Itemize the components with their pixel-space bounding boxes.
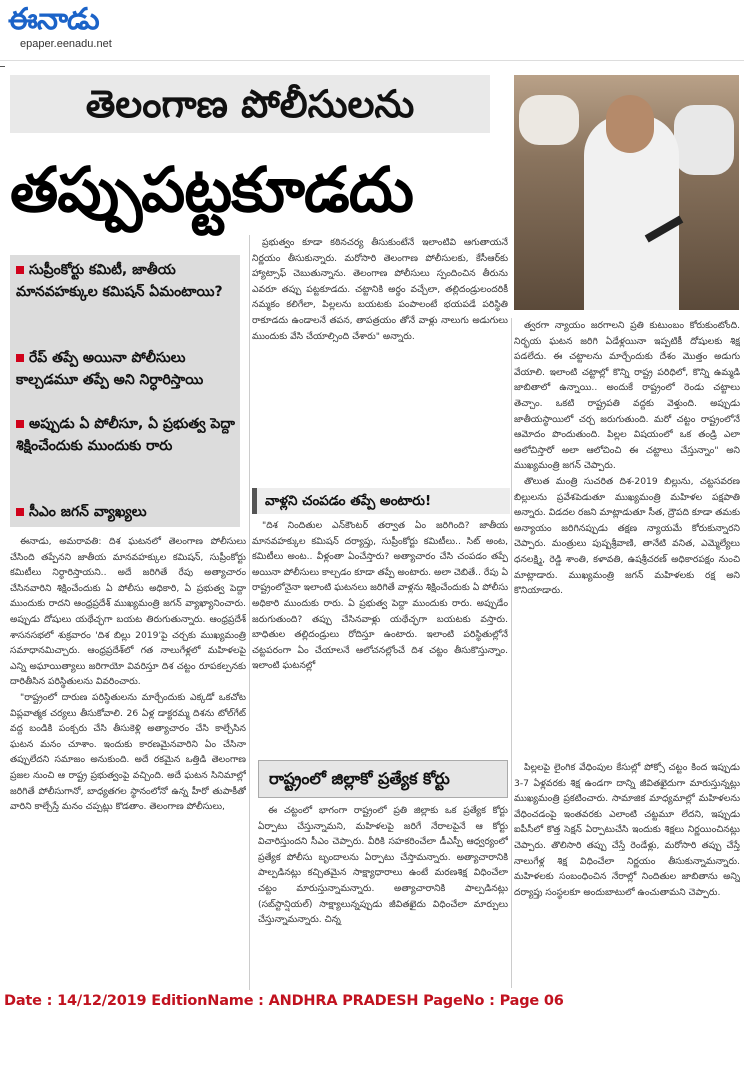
article-column-4 [258, 803, 508, 988]
paragraph: ఈనాడు, అమరావతి: దిశ ఘటనలో తెలంగాణ పోలీసులు చేసింది తప్పేనని జాతీయ మానవహక్కుల కమిషన్‌, సుప్రీంకోర్టు కమిటీలు నిర్ధారిస్తాయని.. అదే జరిగితే రేపు అత్యాచారం చేసినవారిని శిక్షించేందుకు ఏ పోలీసు అధికారి, ఏ ప్రభుత్వ పెద్దా ముందుకు రాదని ఆంధ్రప్రదేశ్‌ ముఖ్యమంత్రి జగన్‌ వ్యాఖ్యానించారు. అప్పుడు దోషులు యథేచ్ఛగా బయట తిరుగుతున్నారు. ఆంధ్రప్రదేశ్‌ శాసనసభలో శుక్రవారం 'దిశ బిల్లు 2019'పై చర్చకు ముఖ్యమంత్రి సమాధానమిచ్చారు. ఆంధ్రప్రదేశ్‌లో గత నాలుగేళ్లలో మహిళలపై ఎన్ని అఘాయిత్యాలు జరిగాయో వివరిస్తూ దిశ చట్టం రూపకల్పనకు దారితీసిన పరిస్థితులను వివరించారు. [10, 536, 246, 688]
article-column-1 [10, 534, 246, 990]
article-column-2b [252, 518, 508, 743]
logo-url[interactable]: epaper.eenadu.net [20, 38, 112, 50]
paragraph: ప్రభుత్వం కూడా కఠినచర్య తీసుకుంటేనే ఇలాంటివి ఆగుతాయనే నిర్ణయం తీసుకున్నారు. మరోసారి తెలంగాణ పోలీసులకు, కేసీఆర్‌కు హ్యాట్సాఫ్‌ చెబుతున్నాను. తెలంగాణ పోలీసులు స్పందించిన తీరును ఎవరూ తప్పు పట్టకూడదు. చట్టానికి అర్థం వచ్చేలా, తల్లిదండ్రులందరికీ నమ్మకం కలిగేలా, పిల్లలను బయటకు పంపాలంటే భయపడే పరిస్థితి రాకూడదు ఉండాలనే తపన, తాపత్రయం తోనే వాళ్లు నాలుగు అడుగులు ముందుకు వేసి చేయాల్సింది చేశారు" అన్నారు. [252, 237, 508, 342]
article-column-3 [514, 318, 740, 748]
bullet-icon [16, 420, 24, 428]
photo-background-person [674, 105, 734, 175]
paragraph: "దిశ నిందితుల ఎన్‌కౌంటర్‌ తర్వాత ఏం జరిగింది? జాతీయ మానవహక్కుల కమిషన్‌ దర్యాప్తు, సుప్రీంకోర్టు కమిటీలు.. సిట్‌ అంట, కమిటీలు అంట.. వీళ్లంతా ఏంచేస్తారు? అత్యాచారం చేసి చంపడం తప్పే అయినా పోలీసులు కాల్చడం కూడా తప్పే అంటారు. అలా చెబితే.. రేపు ఏ రాష్ట్రంలోనైనా ఇలాంటి ఘటనలు జరిగితే వాళ్లను శిక్షించేందుకు ఏ పోలీసు అధికారి ముందుకు రారు. ఏ ప్రభుత్వ పెద్దా ముందుకు రారు. అప్పుడేం జరుగుతుంది? తప్పు చేసినవాళ్లు యథేచ్ఛగా బయటకు వస్తారు. బాధితుల తల్లిదండ్రులు రోదిస్తూ ఉంటారు. ఇలాంటి పరిస్థితుల్లోనే చట్టపరంగా ఏం చేయాలనే ఆలోచనల్లోంచే దిశ చట్టం తీసుకొస్తున్నాం. ఇలాంటి ఘటనల్లో [252, 520, 508, 672]
bullet-icon [16, 266, 24, 274]
paragraph: పిల్లలపై లైంగిక వేధింపుల కేసుల్లో పోక్సో చట్టం కింద ఇప్పుడు 3-7 ఏళ్లవరకు శిక్ష ఉండగా దాన్ని జీవితఖైదుగా మారుస్తున్నట్లు ముఖ్యమంత్రి ప్రకటించారు. సామాజిక మాధ్యమాల్లో మహిళలను వేధించడంపై ఇంతవరకు ఎలాంటి చట్టమూ లేదని, ఇప్పుడు ఐపీసీలో కొత్త సెక్షన్‌ ఏర్పాటుచేసి ఇందుకు శిక్షలు నిర్ణయించినట్లు చెప్పారు. తొలిసారి తప్పు చేస్తే రెండేళ్లు, మరోసారి తప్పు చేస్తే నాలుగేళ్ల శిక్ష విధించేలా నిర్ణయం తీసుకున్నామన్నారు. మహిళలకు సంబంధించిన నేరాల్లో నిందితుల జాబితాను అన్ని దర్యాప్తు సంస్థలకూ అందుబాటులో ఉంచుతామని చెప్పారు. [514, 762, 740, 898]
headline-line2: తప్పుపట్టకూడదు [10, 153, 414, 226]
article-column-5 [514, 760, 740, 988]
highlight-item: అప్పుడు ఏ పోలీసూ, ఏ ప్రభుత్వ పెద్దా శిక్షించేందుకు ముందుకు రారు [16, 416, 235, 454]
article-column-2 [252, 235, 508, 485]
photo-speaker-head [606, 95, 654, 153]
paragraph: "రాష్ట్రంలో దారుణ పరిస్థితులను మార్చేందుకు ఎక్కడో ఒకచోట విప్లవాత్మక చర్యలు తీసుకోవాలి. 26 ఏళ్ల డాక్టరమ్మ దిశను టోల్‌గేట్‌ వద్ద బండికి పంక్చరు చేసి తీసుకెళ్లి అత్యాచారం చేసి కాల్చేసిన ఘటన మనం చూశాం. ఇందుకు కారణమైనవారిని ఏం చేసినా తప్పులేదని సమాజం అనుకుంది. అదే రకమైన ఒత్తిడి తెలంగాణ ప్రజల నుంచి ఆ రాష్ట్ర ప్రభుత్వంపై వచ్చింది. అదే ఘటన సినిమాల్లో జరిగితే పోలీసుగానో, బాధ్యతగల స్థానంలోనో ఉన్న హీరో తుపాకీతో వారిని కాల్చేస్తే మనం చప్పట్లు కొడతాం. తెలంగాణ పోలీసులు, [10, 691, 246, 813]
news-photo [514, 75, 739, 310]
page-footer: Date : 14/12/2019 EditionName : ANDHRA PRADESH PageNo : Page 06 [4, 993, 564, 1009]
paragraph: త్వరగా న్యాయం జరగాలని ప్రతి కుటుంబం కోరుకుంటోంది. నిర్భయ ఘటన జరిగి ఏడేళ్లయినా ఇప్పటికీ దోషులకు శిక్ష పడలేదు. ఈ చట్టాలను మార్చేందుకు దేశం మొత్తం అడుగు వేయాలి. ఇలాంటి చట్టాల్లో కొన్ని రాష్ట్ర పరిధిలో, కొన్ని ఉమ్మడి జాబితాలో ఉన్నాయి.. అందుకే రాష్ట్రంలో రెండు చట్టాలు తెచ్చాం. ఒకటి రాష్ట్రపతి వద్దకు వెళ్తుంది. అప్పుడు జాతీయస్థాయిలో చర్చ జరుగుతుంది. మరో చట్టం రాష్ట్రంలోనే ఆమోదం పొందుతుంది. పిల్లల విషయంలో ఒక తండ్రి ఎలా ఆలోచిస్తారో అలా ఆలోచించి ఈ చట్టాలు చేస్తున్నాం" అని ముఖ్యమంత్రి జగన్‌ చెప్పారు. [514, 320, 740, 472]
highlight-item: సుప్రీంకోర్టు కమిటీ, జాతీయ మానవహక్కుల కమిషన్‌ ఏమంటాయి? [16, 262, 223, 300]
margin-tick [0, 66, 5, 67]
header-divider [0, 60, 744, 61]
headline-line1: తెలంగాణ పోలీసులను [10, 75, 490, 133]
highlights-box [10, 255, 240, 527]
highlight-item: రేప్‌ తప్పే అయినా పోలీసులు కాల్చడమూ తప్పే అని నిర్ధారిస్తాయి [16, 350, 204, 388]
bullet-icon [16, 354, 24, 362]
subheading-1: వాళ్లని చంపడం తప్పే అంటారు! [252, 488, 510, 514]
column-divider [249, 235, 250, 990]
highlight-item: సీఎం జగన్‌ వ్యాఖ్యలు [16, 501, 238, 523]
paragraph: ఈ చట్టంలో భాగంగా రాష్ట్రంలో ప్రతి జిల్లాకు ఒక ప్రత్యేక కోర్టు ఏర్పాటు చేస్తున్నామని, మహిళలపై జరిగే నేరాలపైనే ఆ కోర్టు విచారిస్తుందని సీఎం చెప్పారు. వీరికి సహకరించేలా డీఎస్పీ ఆధ్వర్యంలో ప్రత్యేక పోలీసు బృందాలను ఏర్పాటు చేస్తామన్నారు. అత్యాచారానికి పాల్పడినట్లు కచ్చితమైన సాక్ష్యాధారాలు ఉంటే మరణశిక్ష విధించేలా చట్టం మారుస్తున్నామన్నారు. అత్యాచారానికి పాల్పడినట్లు (సబ్‌స్టాన్షియల్‌) సాక్ష్యాలున్నప్పుడు జీవితఖైదు విధించేలా మార్పులు చేస్తున్నామన్నారు. చిన్న [258, 805, 508, 926]
eenadu-logo[interactable]: ఈనాడు [8, 2, 99, 37]
paragraph: తొలుత మంత్రి సుచరిత దిశ-2019 బిల్లును, చట్టసవరణ బిల్లులను ప్రవేశపెడుతూ ముఖ్యమంత్రి మహిళల పక్షపాతి అన్నారు. విడదల రజని మాట్లాడుతూ సీత, ద్రౌపది కూడా తమకు అన్యాయం జరిగినప్పుడు తక్షణ న్యాయమే కోరుకున్నారని చెప్పారు. మంత్రులు పుష్పశ్రీవాణి, తానేటి వనిత, ఎమ్మెల్యేలు ధనలక్ష్మి, రెడ్డి శాంతి, కళావతి, ఉషశ్రీచరణ్‌ అధికారపక్షం నుంచి మాట్లాడారు. ముఖ్యమంత్రి జగన్‌ మహిళలకు రక్ష అని కొనియాడారు. [514, 475, 740, 597]
bullet-icon [16, 508, 24, 516]
subheading-2: రాష్ట్రంలో జిల్లాకో ప్రత్యేక కోర్టు [258, 760, 508, 798]
photo-background-person [519, 95, 579, 145]
column-divider [511, 318, 512, 988]
